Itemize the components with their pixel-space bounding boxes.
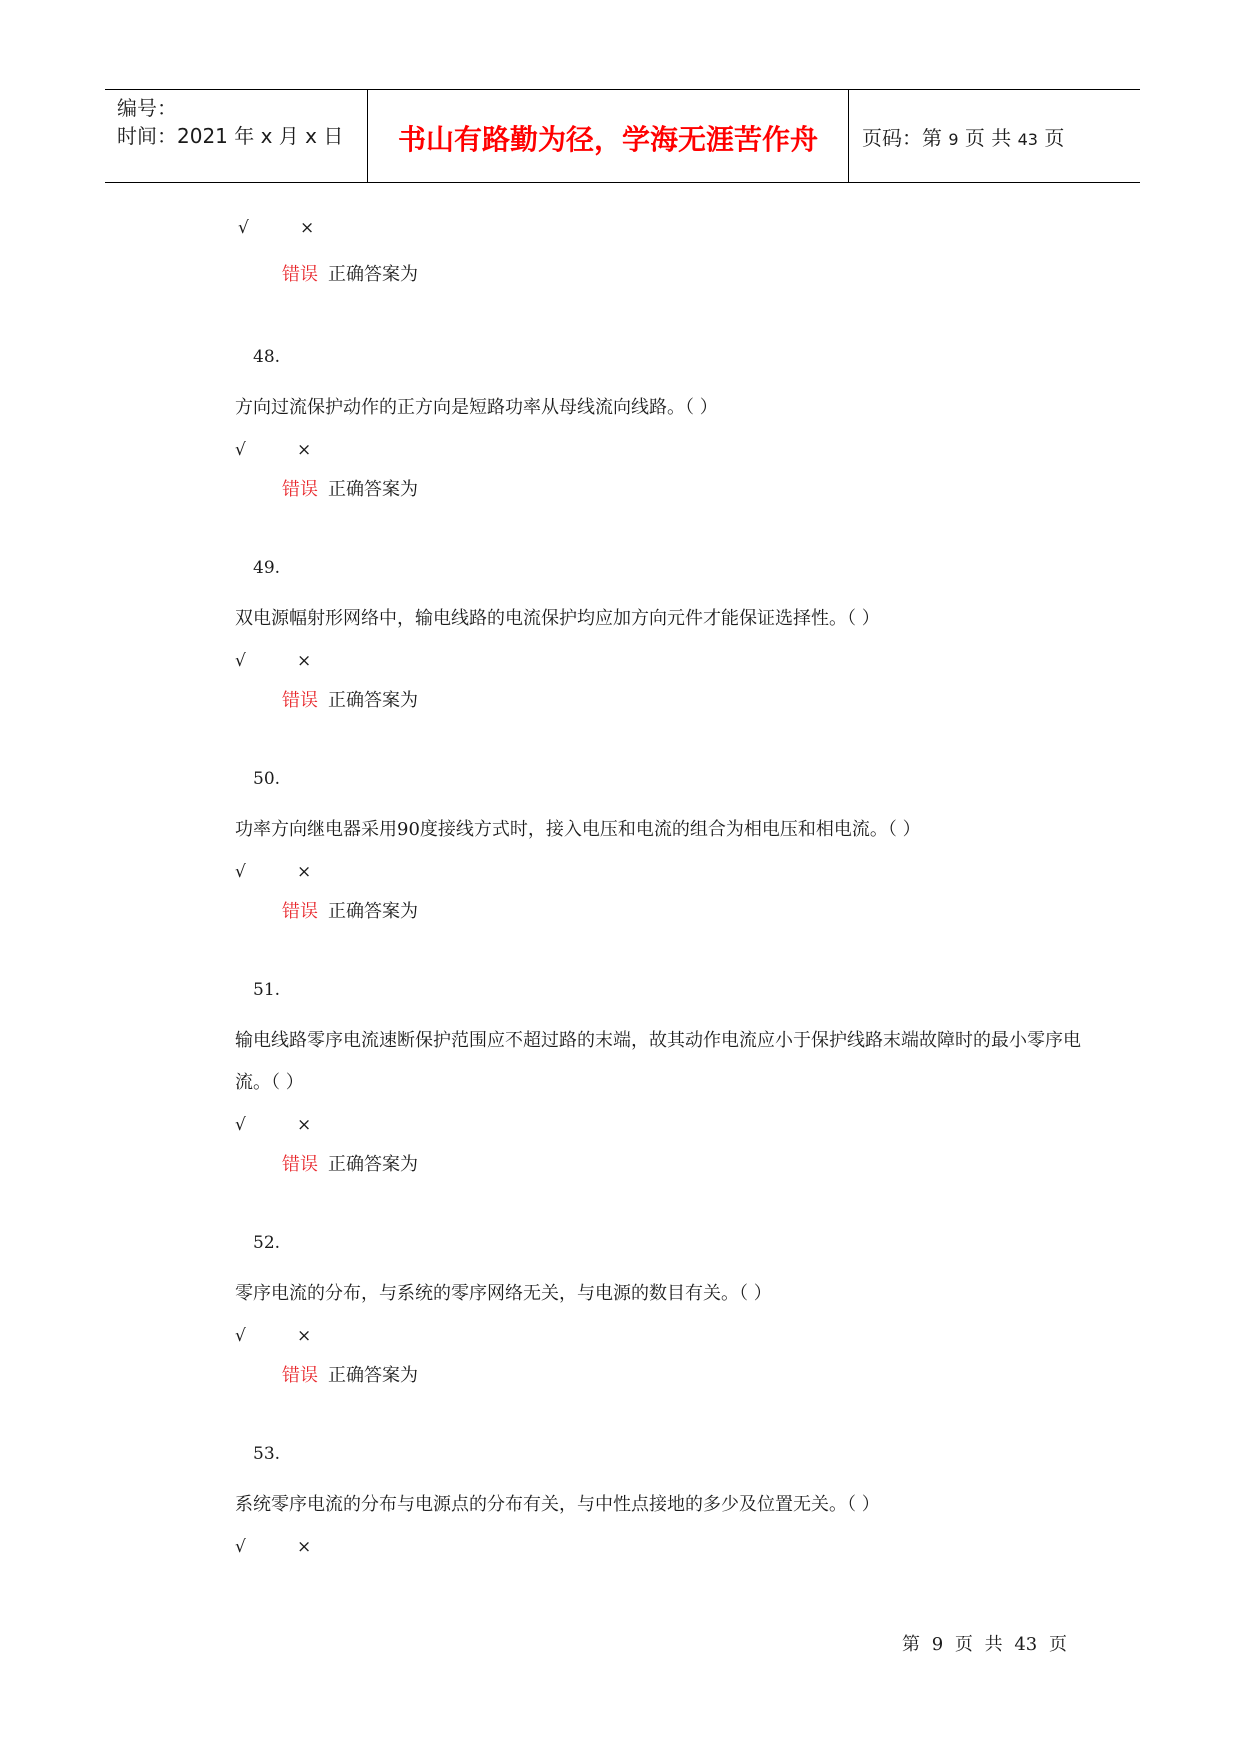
true-mark[interactable]: √	[235, 1537, 246, 1557]
question-text: 系统零序电流的分布与电源点的分布有关，与中性点接地的多少及位置无关。（ ）	[235, 1494, 880, 1515]
wrong-label: 错误	[282, 690, 318, 711]
wrong-label: 错误	[282, 479, 318, 500]
question-number: 48.	[253, 347, 281, 367]
page-number: 9	[948, 130, 959, 149]
header-left-cell	[105, 90, 368, 182]
question-50	[235, 769, 1085, 923]
question-49	[235, 558, 1085, 712]
page-header	[105, 89, 1140, 183]
wrong-label: 错误	[282, 1365, 318, 1386]
answer-label: 正确答案为	[328, 1154, 418, 1175]
number-label: 编号：	[117, 96, 177, 120]
true-mark[interactable]: √	[235, 440, 246, 460]
question-number: 52.	[253, 1233, 281, 1253]
question-48	[235, 347, 1085, 501]
header-middle-cell	[368, 90, 849, 182]
false-mark[interactable]: ×	[297, 651, 312, 671]
question-text: 功率方向继电器采用90度接线方式时，接入电压和电流的组合为相电压和相电流。（ ）	[235, 819, 921, 840]
false-mark[interactable]: ×	[297, 1537, 312, 1557]
answer-label: 正确答案为	[328, 264, 418, 285]
answer-line	[282, 897, 1085, 923]
question-text: 输电线路零序电流速断保护范围应不超过路的末端，故其动作电流应小于保护线路末端故障时的最小零序电流。（ ）	[235, 1030, 1081, 1093]
false-mark[interactable]: ×	[300, 218, 315, 238]
question-marks	[235, 646, 1085, 676]
question-51	[235, 980, 1085, 1176]
answer-line	[282, 475, 1085, 501]
question-marks	[235, 1532, 1085, 1562]
question-marks	[235, 1110, 1085, 1140]
false-mark[interactable]: ×	[297, 1326, 312, 1346]
true-mark[interactable]: √	[235, 651, 246, 671]
answer-label: 正确答案为	[328, 690, 418, 711]
false-mark[interactable]: ×	[297, 440, 312, 460]
wrong-label: 错误	[282, 1154, 318, 1175]
answer-label: 正确答案为	[328, 901, 418, 922]
page-total: 43	[1017, 130, 1038, 149]
page-footer: 第 9 页 共 43 页	[902, 1634, 1067, 1655]
true-mark[interactable]: √	[238, 218, 249, 238]
page-mid: 页 共	[964, 126, 1012, 150]
question-number: 49.	[253, 558, 281, 578]
time-label: 时间：2021 年 x 月 x 日	[117, 124, 344, 148]
question-number: 50.	[253, 769, 281, 789]
page-suffix: 页	[1044, 126, 1065, 150]
answer-label: 正确答案为	[328, 479, 418, 500]
previous-question-answer	[282, 260, 418, 286]
answer-line	[282, 686, 1085, 712]
true-mark[interactable]: √	[235, 862, 246, 882]
wrong-label: 错误	[282, 901, 318, 922]
question-number: 53.	[253, 1444, 281, 1464]
question-53	[235, 1444, 1085, 1562]
question-text: 零序电流的分布，与系统的零序网络无关，与电源的数目有关。（ ）	[235, 1283, 772, 1304]
question-52	[235, 1233, 1085, 1387]
false-mark[interactable]: ×	[297, 862, 312, 882]
question-number: 51.	[253, 980, 281, 1000]
answer-line	[282, 1361, 1085, 1387]
question-marks	[235, 857, 1085, 887]
false-mark[interactable]: ×	[297, 1115, 312, 1135]
answer-label: 正确答案为	[328, 1365, 418, 1386]
true-mark[interactable]: √	[235, 1326, 246, 1346]
answer-line	[282, 1150, 1085, 1176]
page-prefix: 页码：第	[862, 126, 942, 150]
page-indicator	[862, 122, 1064, 151]
question-text: 方向过流保护动作的正方向是短路功率从母线流向线路。（ ）	[235, 397, 718, 418]
question-text: 双电源幅射形网络中，输电线路的电流保护均应加方向元件才能保证选择性。（ ）	[235, 608, 880, 629]
question-marks	[235, 435, 1085, 465]
wrong-label: 错误	[282, 264, 318, 285]
slogan: 书山有路勤为径，学海无涯苦作舟	[397, 123, 818, 156]
question-marks	[235, 1321, 1085, 1351]
true-mark[interactable]: √	[235, 1115, 246, 1135]
previous-question-marks	[238, 218, 314, 238]
header-right-cell	[850, 90, 1140, 182]
